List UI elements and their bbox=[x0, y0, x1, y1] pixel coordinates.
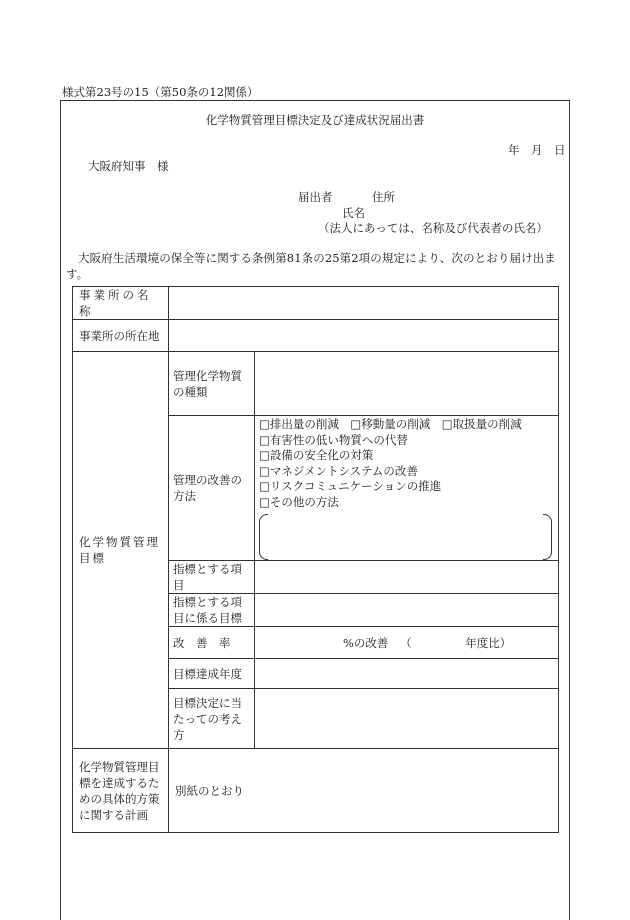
date-field: 年 月 日 bbox=[508, 143, 566, 157]
achieve-year-value[interactable] bbox=[255, 659, 559, 689]
right-bracket bbox=[543, 514, 552, 560]
indicator-item-value[interactable] bbox=[255, 561, 559, 594]
office-name-value[interactable] bbox=[169, 287, 559, 320]
improvement-rate-label: 改 善 率 bbox=[169, 627, 255, 659]
option-line-2[interactable]: □有害性の低い物質への代替 bbox=[259, 432, 408, 447]
notification-table bbox=[72, 286, 559, 833]
rate-base-year: 年度比） bbox=[465, 635, 512, 650]
name-label: 氏名 bbox=[342, 206, 365, 220]
rate-paren-open: （ bbox=[400, 635, 412, 650]
document-title: 化学物質管理目標決定及び達成状況届出書 bbox=[205, 113, 425, 127]
chem-type-label: 管理化学物質の種類 bbox=[169, 352, 255, 416]
body-paragraph: 大阪府生活環境の保全等に関する条例第81条の25第2項の規定により、次のとおり届け出ます。 bbox=[66, 251, 556, 281]
improvement-method-label: 管理の改善の方法 bbox=[169, 416, 255, 561]
rationale-label: 目標決定に当たっての考え方 bbox=[169, 689, 255, 749]
office-location-value[interactable] bbox=[169, 320, 559, 352]
option-line-3[interactable]: □設備の安全化の対策 bbox=[259, 448, 374, 462]
table-row bbox=[73, 749, 559, 833]
rationale-value[interactable] bbox=[255, 689, 559, 749]
indicator-target-label: 指標とする項目に係る目標 bbox=[169, 594, 255, 627]
corporate-note: （法人にあっては、名称及び代表者の氏名） bbox=[318, 221, 548, 235]
left-bracket bbox=[259, 514, 268, 560]
table-row bbox=[73, 352, 559, 416]
office-name-label: 事業所の名称 bbox=[73, 287, 169, 320]
table-row bbox=[73, 287, 559, 320]
improvement-rate-value[interactable] bbox=[255, 627, 559, 659]
rate-percent: %の改善 bbox=[343, 635, 389, 650]
form-number: 様式第23号の15（第50条の12関係） bbox=[62, 85, 259, 99]
chem-type-value[interactable] bbox=[255, 352, 559, 416]
other-method-input[interactable] bbox=[259, 514, 554, 560]
option-line-6[interactable]: □その他の方法 bbox=[259, 494, 339, 509]
office-location-label: 事業所の所在地 bbox=[73, 320, 169, 352]
achieve-year-label: 目標達成年度 bbox=[169, 659, 255, 689]
table-row bbox=[73, 320, 559, 352]
option-line-4[interactable]: □マネジメントシステムの改善 bbox=[259, 463, 418, 478]
address-label: 住所 bbox=[372, 190, 395, 204]
management-target-label: 化学物質管理目標 bbox=[73, 352, 169, 749]
indicator-item-label: 指標とする項目 bbox=[169, 561, 255, 594]
improvement-method-options bbox=[255, 416, 559, 561]
plan-label: 化学物質管理目標を達成するための具体的方策に関する計画 bbox=[73, 749, 169, 833]
plan-value: 別紙のとおり bbox=[169, 749, 559, 833]
indicator-target-value[interactable] bbox=[255, 594, 559, 627]
option-line-1[interactable]: □排出量の削減 □移動量の削減 □取扱量の削減 bbox=[259, 417, 522, 431]
addressee: 大阪府知事 様 bbox=[88, 159, 169, 173]
option-line-5[interactable]: □リスクコミュニケーションの推進 bbox=[259, 479, 442, 493]
applicant-label: 届出者 bbox=[298, 190, 333, 204]
